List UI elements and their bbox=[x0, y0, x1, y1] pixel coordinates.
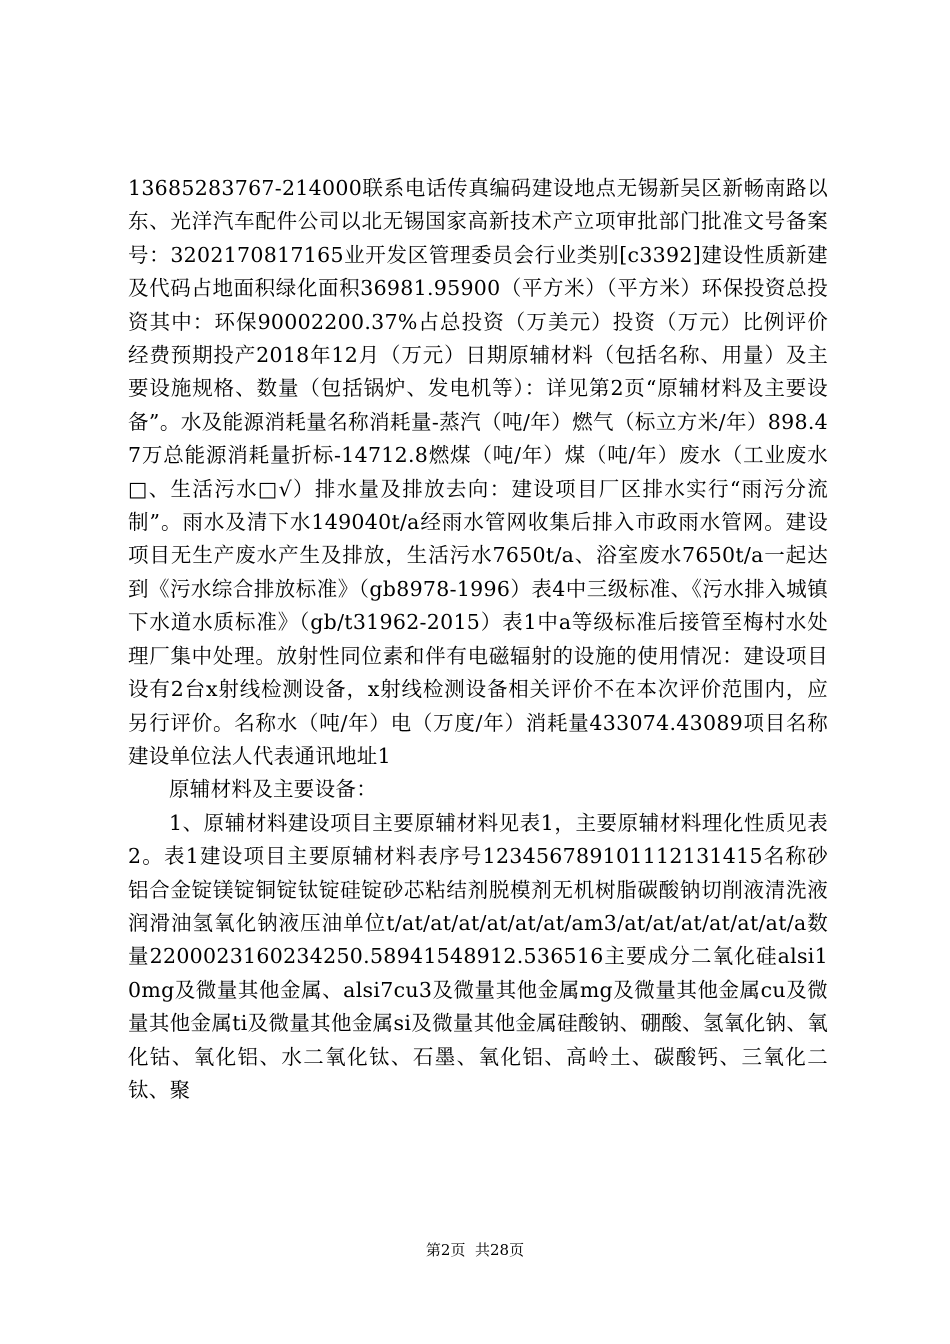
paragraph-project-info: 13685283767-214000联系电话传真编码建设地点无锡新吴区新畅南路以东、光洋汽车配件公司以北无锡国家高新技术产立项审批部门批准文号备案号：3202170817165业开发区管理委员会行业类别[c3392]建设性质新建及代码占地面积绿化面积36981.95900（平方米）（平方米）环保投资总投资其中：环保90002200.37%占总投资（万美元）投资（万元）比例评价经费预期投产2018年12月（万元）日期原辅材料（包括名称、用量）及主要设施规格、数量（包括锅炉、发电机等）：详见第2页“原辅材料及主要设备”。水及能源消耗量名称消耗量-蒸汽（吨/年）燃气（标立方米/年）898.47万总能源消耗量折标-14712.8燃煤（吨/年）煤（吨/年）废水（工业废水□、生活污水□√）排水量及排放去向：建设项目厂区排水实行“雨污分流制”。雨水及清下水149040t/a经雨水管网收集后排入市政雨水管网。建设项目无生产废水产生及排放，生活污水7650t/a、浴室废水7650t/a一起达到《污水综合排放标准》（gb8978-1996）表4中三级标准、《污水排入城镇下水道水质标准》（gb/t31962-2015）表1中a等级标准后接管至梅村水处理厂集中处理。放射性同位素和伴有电磁辐射的设施的使用情况：建设项目设有2台x射线检测设备，x射线检测设备相关评价不在本次评价范围内，应另行评价。名称水（吨/年）电（万度/年）消耗量433074.43089项目名称建设单位法人代表通讯地址1 bbox=[128, 176, 828, 768]
footer-spacer bbox=[465, 1241, 475, 1259]
paragraph-materials: 1、原辅材料建设项目主要原辅材料见表1，主要原辅材料理化性质见表2。表1建设项目主要原辅材料表序号123456789101112131415名称砂铝合金锭镁锭铜锭钛锭硅锭砂芯粘结剂脱模剂无机树脂碳酸钠切削液清洗液润滑油氢氧化钠液压油单位t/at/at/at/at/at/at/am3/at/at/at/at/at/at/a数量2200023160234250.58941548912.536516主要成分二氧化硅alsi10mg及微量其他金属、alsi7cu3及微量其他金属mg及微量其他金属cu及微量其他金属ti及微量其他金属si及微量其他金属硅酸钠、硼酸、氢氧化钠、氧化钴、氧化铝、水二氧化钛、石墨、氧化铝、高岭土、碳酸钙、三氧化二钛、聚 bbox=[128, 810, 828, 1102]
page-footer bbox=[0, 1240, 950, 1260]
page-number: 第2页 bbox=[425, 1241, 466, 1259]
paragraph-section-heading: 原辅材料及主要设备： bbox=[169, 777, 377, 802]
document-body bbox=[128, 172, 828, 1107]
page-total: 共28页 bbox=[475, 1241, 525, 1259]
